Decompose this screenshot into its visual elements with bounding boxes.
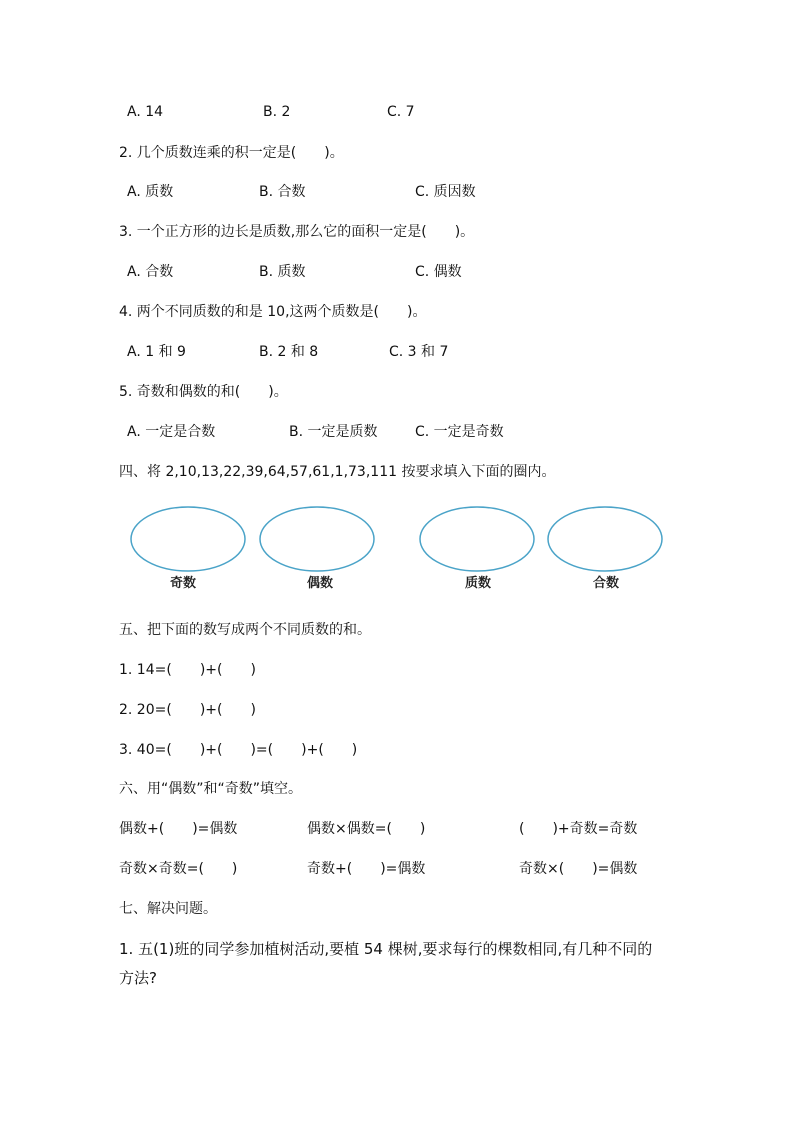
circle-odd[interactable] (131, 507, 245, 571)
option-a[interactable]: A. 合数 (127, 264, 174, 280)
q1-options (127, 102, 727, 122)
section-7-question-1-line-2: 方法? (119, 969, 157, 987)
circle-label-even: 偶数 (306, 576, 334, 591)
q5-options (127, 422, 727, 442)
fill-blank-4[interactable]: 奇数×奇数=( ) (119, 861, 238, 877)
question-5: 5. 奇数和偶数的和( )。 (119, 384, 288, 400)
option-c[interactable]: C. 3 和 7 (389, 344, 449, 360)
fill-blank-5[interactable]: 奇数+( )=偶数 (307, 861, 426, 877)
section-5-title: 五、把下面的数写成两个不同质数的和。 (119, 622, 371, 638)
option-b[interactable]: B. 2 (263, 104, 291, 120)
option-b[interactable]: B. 质数 (259, 264, 306, 280)
section-5-item-2[interactable]: 2. 20=( )+( ) (119, 702, 256, 718)
q3-options (127, 262, 727, 282)
option-a[interactable]: A. 14 (127, 104, 164, 120)
circle-label-odd: 奇数 (169, 576, 197, 591)
fill-blank-3[interactable]: ( )+奇数=奇数 (519, 821, 638, 837)
option-b[interactable]: B. 合数 (259, 184, 306, 200)
section-7-question-1-line-1: 1. 五(1)班的同学参加植树活动,要植 54 棵树,要求每行的棵数相同,有几种不同的 (119, 940, 653, 958)
option-a[interactable]: A. 1 和 9 (127, 344, 186, 360)
option-c[interactable]: C. 一定是奇数 (415, 424, 504, 440)
circle-label-composite: 合数 (592, 576, 620, 591)
option-c[interactable]: C. 偶数 (415, 264, 462, 280)
circle-prime[interactable] (420, 507, 534, 571)
option-a[interactable]: A. 质数 (127, 184, 174, 200)
q4-options (127, 342, 727, 362)
option-b[interactable]: B. 2 和 8 (259, 344, 319, 360)
fill-blank-2[interactable]: 偶数×偶数=( ) (307, 821, 426, 837)
question-3: 3. 一个正方形的边长是质数,那么它的面积一定是( )。 (119, 224, 475, 240)
option-b[interactable]: B. 一定是质数 (289, 424, 378, 440)
sorting-circles (0, 500, 794, 600)
fill-blank-6[interactable]: 奇数×( )=偶数 (519, 861, 638, 877)
circle-even[interactable] (260, 507, 374, 571)
section-5-item-3[interactable]: 3. 40=( )+( )=( )+( ) (119, 742, 358, 758)
circle-label-prime: 质数 (464, 576, 492, 591)
option-c[interactable]: C. 质因数 (415, 184, 476, 200)
question-4: 4. 两个不同质数的和是 10,这两个质数是( )。 (119, 304, 427, 320)
q2-options (127, 182, 727, 202)
question-2: 2. 几个质数连乘的积一定是( )。 (119, 145, 344, 161)
option-a[interactable]: A. 一定是合数 (127, 424, 216, 440)
fill-blank-1[interactable]: 偶数+( )=偶数 (119, 821, 238, 837)
section-4-title: 四、将 2,10,13,22,39,64,57,61,1,73,111 按要求填入下面的圈内。 (119, 464, 556, 480)
circle-composite[interactable] (548, 507, 662, 571)
section-6-row-2 (119, 859, 739, 879)
section-5-item-1[interactable]: 1. 14=( )+( ) (119, 662, 256, 678)
section-7-title: 七、解决问题。 (119, 901, 217, 917)
option-c[interactable]: C. 7 (387, 104, 415, 120)
section-6-row-1 (119, 819, 739, 839)
section-6-title: 六、用“偶数”和“奇数”填空。 (119, 781, 303, 797)
